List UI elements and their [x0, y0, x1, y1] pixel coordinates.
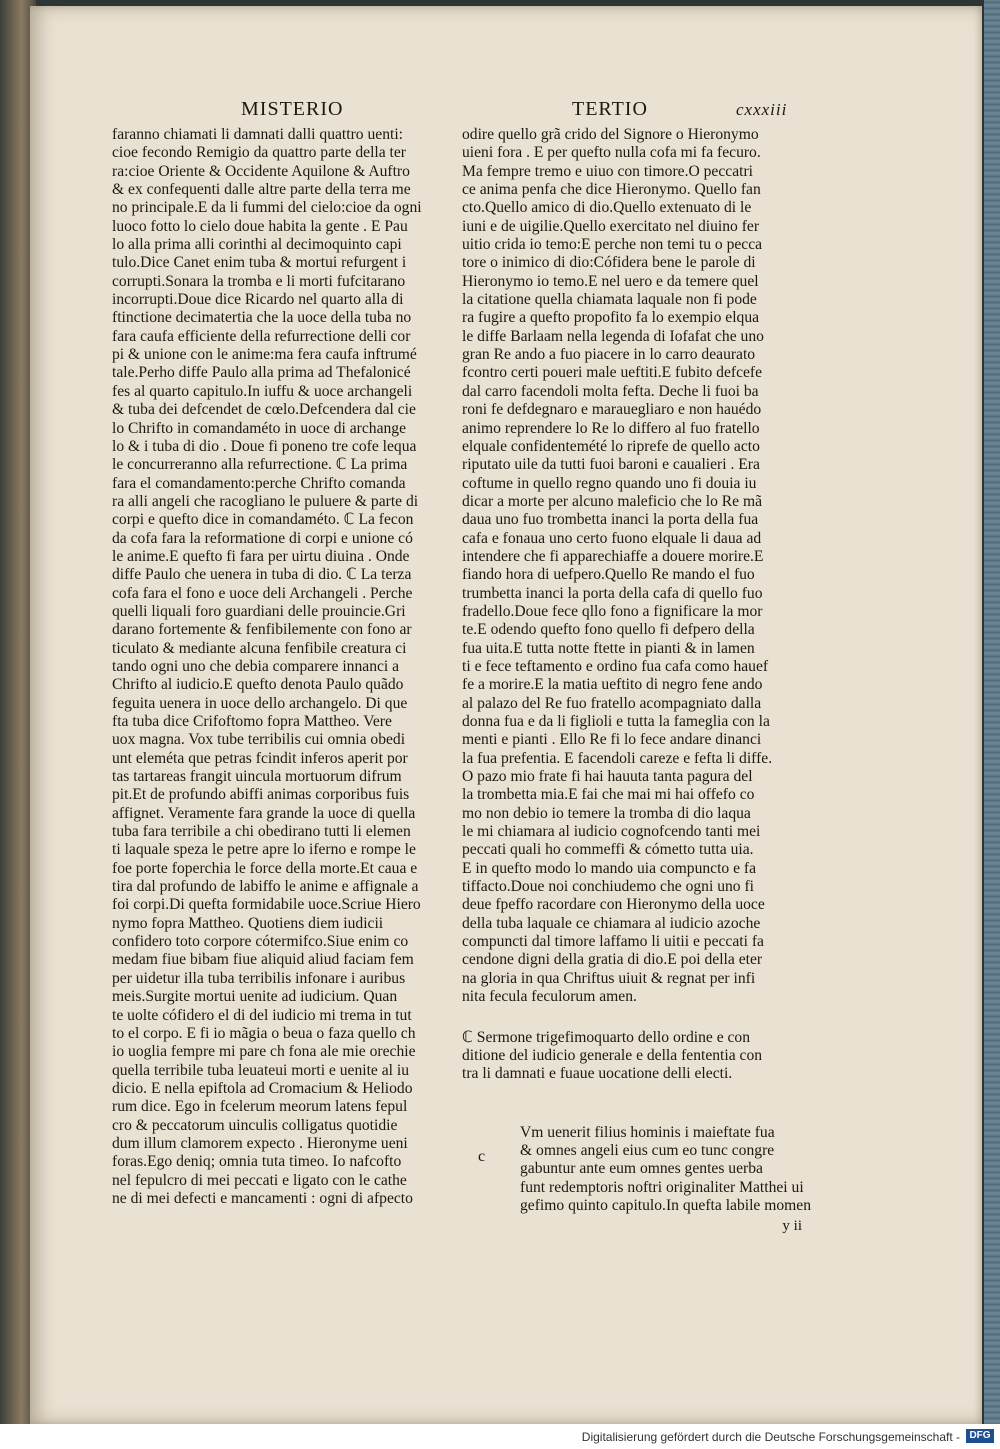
text-line: coftume in quello regno quando uno fi douia iu	[462, 474, 757, 492]
sermon-opening	[462, 1124, 822, 1216]
dfg-logo: DFG	[966, 1429, 994, 1443]
text-line: le diffe Barlaam nella legenda di Iofafat che uno	[462, 327, 764, 345]
text-line: ra alli angeli che racogliano le puluere & parte di	[112, 492, 419, 510]
text-line: fe a morire.E la matia ueftito di negro fene ando	[462, 676, 763, 694]
text-line: da cofa fara la reformatione di corpi e unione có	[112, 529, 413, 547]
guide-letter: c	[478, 1147, 486, 1165]
text-line: quelli liquali foro guardiani delle prouincie.Gri	[112, 602, 406, 620]
text-line: al palazo del Re fuo fratello acompagniato dalla	[462, 694, 762, 712]
text-line: nel fepulcro di mei peccati e ligato con le cathe	[112, 1171, 407, 1189]
text-line: quella terribile tuba leuateui morti e uenite al iu	[112, 1061, 410, 1079]
text-line: cto.Quello amico di dio.Quello extenuato di le	[462, 199, 752, 217]
text-line: pit.Et de profundo abiffi animas corporibus fuis	[112, 786, 410, 804]
text-line: corrupti.Sonara la tromba e li morti fufcitarano	[112, 272, 406, 290]
text-line: & tuba dei defcendet de cœlo.Defcendera dal cie	[112, 401, 416, 419]
text-line: te uolte cófidero el di del iudicio mi trema in tut	[112, 1006, 412, 1024]
text-line: cioe fecondo Remigio da quattro parte della ter	[112, 144, 406, 162]
text-line: ra fugire a quefto propofito fa lo exempio elqua	[462, 309, 760, 327]
footer-credit: Digitalisierung gefördert durch die Deutsche Forschungsgemeinschaft -	[581, 1430, 960, 1444]
text-line: cofa fara el fono e uoce deli Archangeli . Perche	[112, 584, 413, 602]
text-line: tulo.Dice Canet enim tuba & mortui refurgent i	[112, 254, 407, 272]
text-line: la fua prefentia. E facendoli careze e fefta li diffe.	[462, 749, 773, 767]
text-line: tas tartareas frangit uincula mortuorum difrum	[112, 768, 402, 786]
text-line: medam fiue bibam fiue aliquid aliud faciam fem	[112, 951, 414, 969]
text-line: fradello.Doue fece qllo fono a fignificare la mor	[462, 602, 763, 620]
text-line: ce anima penfa che dice Hieronymo. Quello fan	[462, 181, 761, 199]
text-line: fara caufa efficiente della refurrectione delli cor	[112, 327, 411, 345]
right-column-body	[462, 126, 822, 1007]
text-line: rum dice. Ego in fcelerum meorum latens fepul	[112, 1098, 408, 1116]
running-head	[30, 98, 982, 122]
text-line: uox magna. Vox tube terribilis cui omnia obedi	[112, 731, 406, 749]
text-line: te.E odendo quefto fono quello fi defpero della	[462, 621, 755, 639]
text-line: menti e pianti . Ello Re fi lo fece andare dinanci	[462, 731, 762, 749]
opening-line: gabuntur ante eum omnes gentes uerba	[520, 1160, 763, 1178]
text-line: foras.Ego deniq; omnia tuta timeo. Io nafcofto	[112, 1153, 402, 1171]
text-line: O pazo mio frate fi hai hauuta tanta pagura del	[462, 768, 753, 786]
text-line: tira dal profundo de labiffo le anime e affignale a	[112, 878, 419, 896]
text-line: Ma fempre tremo e uiuo con timore.O peccatri	[462, 162, 753, 180]
text-line: tuba fara terribile a chi obedirano tutti li elemen	[112, 823, 411, 841]
text-line: gran Re ando a fuo piacere in lo carro deaurato	[462, 346, 756, 364]
text-line: le concurreranno alla refurrectione. ℂ La prima	[112, 456, 408, 474]
text-line: elquale confidentemété lo riprefe de quello acto	[462, 437, 760, 455]
text-line: cro & peccatorum uinculis colligatus quotidie	[112, 1116, 398, 1134]
text-line: lo Chrifto in comandaméto in uoce di archange	[112, 419, 407, 437]
opening-line: & omnes angeli eius cum eo tunc congre	[520, 1141, 775, 1159]
text-line: confidero toto corpore cótermifco.Siue enim co	[112, 933, 409, 951]
text-line: dicar a morte per alcuno maleficio che lo Re mã	[462, 492, 763, 510]
book-page	[30, 6, 982, 1424]
text-line: tore o inimico di dio:Cófidera bene le parole di	[462, 254, 756, 272]
text-line: daua uno fuo trombetta inanci la porta della fua	[462, 511, 759, 529]
text-line: cafa e fonaua uno certo fuono elquale li daua ad	[462, 529, 762, 547]
text-line: darano fortemente & fenfibilemente con fono ar	[112, 621, 412, 639]
text-line: cendone digni della gratia di dio.E poi della eter	[462, 951, 763, 969]
text-line: & ex confequenti dalle altre parte della terra me	[112, 181, 411, 199]
text-line: della tuba laquale ce chiamara al iudicio azoche	[462, 914, 761, 932]
text-line: mo non debio io temere la tromba di dio laqua	[462, 804, 751, 822]
text-line: uitio crida io temo:E perche non temi tu o pecca	[462, 236, 763, 254]
text-line: corpi e quefto dice in comandaméto. ℂ La fecon	[112, 511, 414, 529]
text-line: uieni fora . E per quefto nulla cofa mi fa fecuro.	[462, 144, 761, 162]
opening-line: funt redemptoris noftri originaliter Matthei ui	[520, 1178, 804, 1196]
text-line: iuni e de uigilie.Quello exercitato nel diuino fer	[462, 217, 760, 235]
text-line: fara el comandamento:perche Chrifto comanda	[112, 474, 406, 492]
text-line: foi corpi.Di quefta formidabile uoce.Scriue Hiero	[112, 896, 421, 914]
text-line: fiando hora di uefpero.Quello Re mando el fuo	[462, 566, 755, 584]
text-line: E in quefto modo lo mando uia compuncto e fa	[462, 859, 757, 877]
text-line: fes al quarto capitulo.In iuffu & uoce archangeli	[112, 382, 413, 400]
text-line: deue fpeffo racordare con Hieronymo della uoce	[462, 896, 765, 914]
left-text-column	[112, 126, 472, 1208]
text-line: nita fecula feculorum amen.	[462, 988, 637, 1006]
text-line: luoco fotto lo cielo doue habita la gente . E Pau	[112, 217, 408, 235]
text-line: incorrupti.Doue dice Ricardo nel quarto alla di	[112, 291, 404, 309]
text-line: foe porte foperchia le force della morte.Et caua e	[112, 859, 418, 877]
text-line: io uoglia fempre mi pare ch fona ale mie orechie	[112, 1043, 416, 1061]
text-line: dal carro facendoli molta fefta. Deche li fuoi ba	[462, 382, 759, 400]
text-line: fta tuba dice Crifoftomo fopra Mattheo. Vere	[112, 713, 392, 730]
text-line: dum illum clamorem expecto . Hieronyme ueni	[112, 1134, 408, 1152]
text-line: dicio. E nella epiftola ad Cromacium & Heliodo	[112, 1079, 413, 1097]
folio-number: cxxxiii	[736, 100, 788, 119]
text-line: to el corpo. E fi io mãgia o beua o faza quello ch	[112, 1024, 416, 1042]
text-line: tiffacto.Doue noi conchiudemo che ogni uno fi	[462, 878, 755, 896]
text-line: donna fua e da li figlioli e tutta la fameglia con la	[462, 713, 770, 730]
text-line: diffe Paulo che uenera in tuba di dio. ℂ La terza	[112, 566, 412, 584]
text-line: odire quello grã crido del Signore o Hieronymo	[462, 126, 759, 143]
text-line: fua uita.E tutta notte ftette in pianti & in lamen	[462, 639, 755, 657]
text-line: lo alla prima alli corinthi al decimoquinto capi	[112, 236, 402, 254]
text-line: fcontro certi poueri male ueftiti.E fubito defcefe	[462, 364, 763, 382]
text-line: lo & i tuba di dio . Doue fi poneno tre cofe lequa	[112, 437, 417, 455]
text-line: la citatione quella chiamata laquale non fi pode	[462, 291, 757, 309]
text-line: faranno chiamati li damnati dalli quattro uenti:	[112, 126, 403, 143]
opening-line: Vm uenerit filius hominis i maieftate fua	[520, 1123, 775, 1141]
heading-line: tra li damnati e fuaue uocatione delli electi.	[462, 1065, 733, 1083]
text-line: animo reprendere lo Re lo differo al fuo fratello	[462, 419, 760, 437]
text-line: feguita uenera in uoce dello archangelo. Di que	[112, 694, 408, 712]
text-line: nymo fopra Mattheo. Quotiens diem iudicii	[112, 914, 384, 932]
text-line: le mi chiamara al iudicio cognofcendo tanti mei	[462, 823, 761, 841]
text-line: ti e fece teftamento e ordino fua cafa como hauef	[462, 657, 769, 675]
sermon-heading	[462, 1029, 822, 1084]
text-line: na gloria in qua Chriftus uiuit & regnat per infi	[462, 969, 756, 987]
text-line: Chrifto al iudicio.E quefto denota Paulo quãdo	[112, 676, 404, 694]
text-line: pi & unione con le anime:ma fera caufa inftrumé	[112, 346, 417, 364]
right-text-column	[462, 126, 822, 1236]
text-line: Hieronymo io temo.E nel uero e da temere quel	[462, 272, 759, 290]
text-line: no principale.E da li fummi del cielo:cioe da ogni	[112, 199, 422, 217]
signature-mark: y ii	[782, 1218, 802, 1235]
text-line: trumbetta inanci la porta della cafa di quello fuo	[462, 584, 763, 602]
opening-line: gefimo quinto capitulo.In quefta labile momen	[520, 1196, 812, 1214]
running-head-center: TERTIO	[572, 98, 648, 120]
text-line: intendere che fi apparechiaffe a douere morire.E	[462, 547, 764, 565]
heading-line: ℂ Sermone trigefimoquarto dello ordine e con	[462, 1028, 751, 1046]
digitization-footer	[0, 1424, 1000, 1449]
text-line: ticulato & mediante alcuna fenfibile creatura ci	[112, 639, 407, 657]
text-line: meis.Surgite mortui uenite ad iudicium. Quan	[112, 988, 398, 1006]
text-line: affignet. Veramente fara grande la uoce di quella	[112, 804, 416, 822]
text-line: unt eleméta que petras fcindit inferos aperit por	[112, 749, 408, 767]
text-line: roni fe defdegnaro e marauegliaro e non hauédo	[462, 401, 762, 419]
text-line: le anime.E quefto fi fara per uirtu diuina . Onde	[112, 547, 410, 565]
text-line: compuncti dal timore laffamo li uitii e peccati fa	[462, 933, 764, 951]
running-head-left: MISTERIO	[241, 98, 344, 120]
heading-line: ditione del iudicio generale e della fententia con	[462, 1046, 763, 1064]
text-line: per uidetur illa tuba terribilis infonare i auribus	[112, 969, 406, 987]
text-line: ti laquale speza le petre apre lo iferno e rompe le	[112, 841, 416, 859]
text-line: peccati quali ho commeffi & cómetto tutta uia.	[462, 841, 754, 859]
text-line: ra:cioe Oriente & Occidente Aquilone & Auftro	[112, 162, 410, 180]
text-line: riputato uile da tutti fuoi baroni e caualieri . Era	[462, 456, 760, 474]
text-line: la trombetta mia.E fai che mai mi hai offefo co	[462, 786, 755, 804]
text-line: tando ogni uno che debia comparere innanci a	[112, 657, 400, 675]
book-cover-edge	[984, 0, 1000, 1430]
text-line: tale.Perho diffe Paulo alla prima ad Thefalonicé	[112, 364, 411, 382]
text-line: ne di mei defecti e mancamenti : ogni di afpecto	[112, 1189, 413, 1207]
text-line: ftinctione decimatertia che la uoce della tuba no	[112, 309, 412, 327]
